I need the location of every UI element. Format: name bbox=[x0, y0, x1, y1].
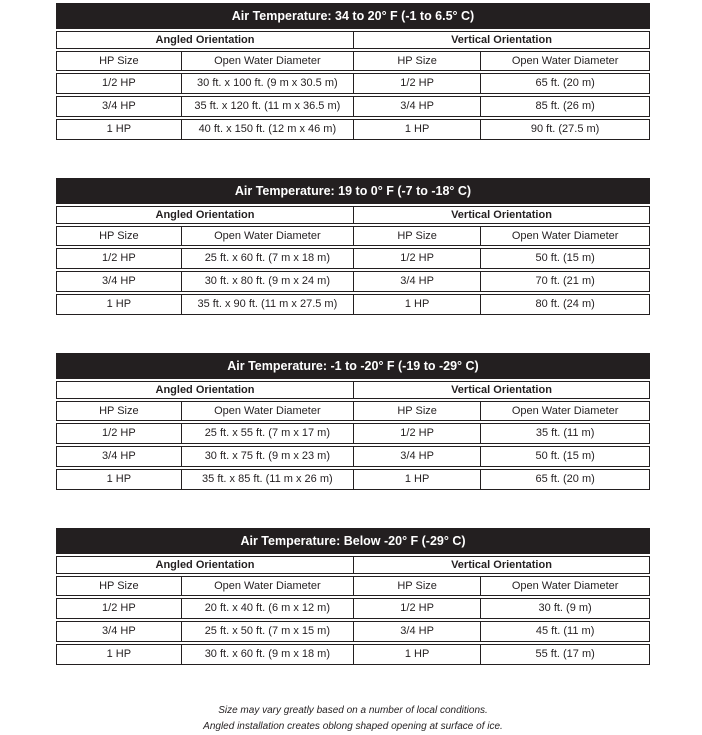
col-header-open-water-diameter: Open Water Diameter bbox=[480, 402, 649, 420]
angled-orientation-header: Angled Orientation bbox=[155, 558, 255, 571]
vertical-hp-size: 1 HP bbox=[353, 120, 480, 139]
table-title: Air Temperature: -1 to -20° F (-19 to -29° C) bbox=[227, 358, 479, 373]
angled-hp-size: 1/2 HP bbox=[102, 77, 136, 89]
vertical-hp-size: 1/2 HP bbox=[353, 424, 480, 443]
orientation-header-row bbox=[56, 381, 650, 399]
col-header-hp-size: HP Size bbox=[353, 577, 480, 595]
angled-diameter: 20 ft. x 40 ft. (6 m x 12 m) bbox=[181, 599, 353, 618]
col-header-open-water-diameter: Open Water Diameter bbox=[480, 52, 649, 70]
vertical-orientation-header: Vertical Orientation bbox=[353, 557, 649, 573]
vertical-hp-size: 3/4 HP bbox=[353, 447, 480, 466]
table-row bbox=[56, 73, 650, 94]
footnote-angled-installation: Angled installation creates oblong shaped opening at surface of ice. bbox=[203, 721, 503, 732]
vertical-diameter: 85 ft. (26 m) bbox=[480, 97, 649, 116]
angled-diameter: 30 ft. x 100 ft. (9 m x 30.5 m) bbox=[181, 74, 353, 93]
angled-hp-size: 1 HP bbox=[106, 123, 132, 135]
table-row bbox=[56, 119, 650, 140]
angled-hp-size: 3/4 HP bbox=[102, 625, 136, 637]
vertical-hp-size: 3/4 HP bbox=[353, 622, 480, 641]
angled-hp-size: 1/2 HP bbox=[102, 427, 136, 439]
table-row bbox=[56, 469, 650, 490]
col-header-open-water-diameter: Open Water Diameter bbox=[480, 577, 649, 595]
angled-orientation-header: Angled Orientation bbox=[155, 208, 255, 221]
footnotes bbox=[56, 703, 650, 735]
angled-diameter: 30 ft. x 75 ft. (9 m x 23 m) bbox=[181, 447, 353, 466]
vertical-hp-size: 3/4 HP bbox=[353, 272, 480, 291]
footnote-size-variance: Size may vary greatly based on a number of local conditions. bbox=[218, 705, 488, 716]
angled-hp-size: 3/4 HP bbox=[102, 275, 136, 287]
vertical-diameter: 35 ft. (11 m) bbox=[480, 424, 649, 443]
temperature-table-below-neg20f bbox=[56, 528, 650, 665]
col-header-hp-size: HP Size bbox=[99, 54, 139, 67]
table-row bbox=[56, 423, 650, 444]
vertical-hp-size: 1/2 HP bbox=[353, 249, 480, 268]
col-header-hp-size: HP Size bbox=[99, 579, 139, 592]
table-title: Air Temperature: Below -20° F (-29° C) bbox=[240, 533, 466, 548]
table-title: Air Temperature: 19 to 0° F (-7 to -18° C) bbox=[234, 183, 472, 198]
angled-diameter: 25 ft. x 50 ft. (7 m x 15 m) bbox=[181, 622, 353, 641]
vertical-hp-size: 3/4 HP bbox=[353, 97, 480, 116]
angled-hp-size: 3/4 HP bbox=[102, 100, 136, 112]
col-header-open-water-diameter: Open Water Diameter bbox=[480, 227, 649, 245]
angled-hp-size: 1/2 HP bbox=[102, 252, 136, 264]
temperature-table-neg1-to-neg20f bbox=[56, 353, 650, 490]
table-title-bar bbox=[56, 528, 650, 554]
temperature-table-19-to-0f bbox=[56, 178, 650, 315]
angled-diameter: 30 ft. x 60 ft. (9 m x 18 m) bbox=[181, 645, 353, 664]
angled-diameter: 25 ft. x 60 ft. (7 m x 18 m) bbox=[181, 249, 353, 268]
vertical-orientation-header: Vertical Orientation bbox=[353, 382, 649, 398]
col-header-open-water-diameter: Open Water Diameter bbox=[181, 577, 353, 595]
vertical-orientation-header: Vertical Orientation bbox=[353, 207, 649, 223]
vertical-diameter: 45 ft. (11 m) bbox=[480, 622, 649, 641]
table-title-bar bbox=[56, 3, 650, 29]
column-header-row bbox=[56, 226, 650, 246]
table-row bbox=[56, 271, 650, 292]
angled-orientation-header: Angled Orientation bbox=[155, 383, 255, 396]
table-row bbox=[56, 446, 650, 467]
vertical-diameter: 55 ft. (17 m) bbox=[480, 645, 649, 664]
angled-hp-size: 1 HP bbox=[106, 473, 132, 485]
table-row bbox=[56, 621, 650, 642]
angled-diameter: 40 ft. x 150 ft. (12 m x 46 m) bbox=[181, 120, 353, 139]
column-header-row bbox=[56, 576, 650, 596]
angled-hp-size: 3/4 HP bbox=[102, 450, 136, 462]
angled-hp-size: 1 HP bbox=[106, 648, 132, 660]
angled-orientation-header: Angled Orientation bbox=[155, 33, 255, 46]
table-row bbox=[56, 96, 650, 117]
vertical-hp-size: 1 HP bbox=[353, 470, 480, 489]
vertical-diameter: 50 ft. (15 m) bbox=[480, 447, 649, 466]
vertical-hp-size: 1/2 HP bbox=[353, 74, 480, 93]
vertical-diameter: 50 ft. (15 m) bbox=[480, 249, 649, 268]
orientation-header-row bbox=[56, 556, 650, 574]
table-row bbox=[56, 644, 650, 665]
vertical-diameter: 90 ft. (27.5 m) bbox=[480, 120, 649, 139]
angled-diameter: 30 ft. x 80 ft. (9 m x 24 m) bbox=[181, 272, 353, 291]
orientation-header-row bbox=[56, 31, 650, 49]
angled-diameter: 35 ft. x 85 ft. (11 m x 26 m) bbox=[181, 470, 353, 489]
vertical-orientation-header: Vertical Orientation bbox=[353, 32, 649, 48]
col-header-hp-size: HP Size bbox=[99, 229, 139, 242]
vertical-hp-size: 1 HP bbox=[353, 295, 480, 314]
col-header-open-water-diameter: Open Water Diameter bbox=[181, 52, 353, 70]
vertical-hp-size: 1 HP bbox=[353, 645, 480, 664]
table-row bbox=[56, 598, 650, 619]
table-title-bar bbox=[56, 178, 650, 204]
angled-diameter: 25 ft. x 55 ft. (7 m x 17 m) bbox=[181, 424, 353, 443]
vertical-diameter: 70 ft. (21 m) bbox=[480, 272, 649, 291]
table-title-bar bbox=[56, 353, 650, 379]
angled-diameter: 35 ft. x 120 ft. (11 m x 36.5 m) bbox=[181, 97, 353, 116]
col-header-open-water-diameter: Open Water Diameter bbox=[181, 402, 353, 420]
table-row bbox=[56, 248, 650, 269]
vertical-diameter: 80 ft. (24 m) bbox=[480, 295, 649, 314]
angled-hp-size: 1 HP bbox=[106, 298, 132, 310]
table-row bbox=[56, 294, 650, 315]
temperature-table-34-to-20f bbox=[56, 3, 650, 140]
vertical-hp-size: 1/2 HP bbox=[353, 599, 480, 618]
angled-diameter: 35 ft. x 90 ft. (11 m x 27.5 m) bbox=[181, 295, 353, 314]
table-title: Air Temperature: 34 to 20° F (-1 to 6.5° C) bbox=[231, 8, 475, 23]
column-header-row bbox=[56, 401, 650, 421]
col-header-hp-size: HP Size bbox=[99, 404, 139, 417]
vertical-diameter: 65 ft. (20 m) bbox=[480, 74, 649, 93]
orientation-header-row bbox=[56, 206, 650, 224]
vertical-diameter: 30 ft. (9 m) bbox=[480, 599, 649, 618]
vertical-diameter: 65 ft. (20 m) bbox=[480, 470, 649, 489]
angled-hp-size: 1/2 HP bbox=[102, 602, 136, 614]
column-header-row bbox=[56, 51, 650, 71]
col-header-open-water-diameter: Open Water Diameter bbox=[181, 227, 353, 245]
col-header-hp-size: HP Size bbox=[353, 402, 480, 420]
col-header-hp-size: HP Size bbox=[353, 52, 480, 70]
col-header-hp-size: HP Size bbox=[353, 227, 480, 245]
